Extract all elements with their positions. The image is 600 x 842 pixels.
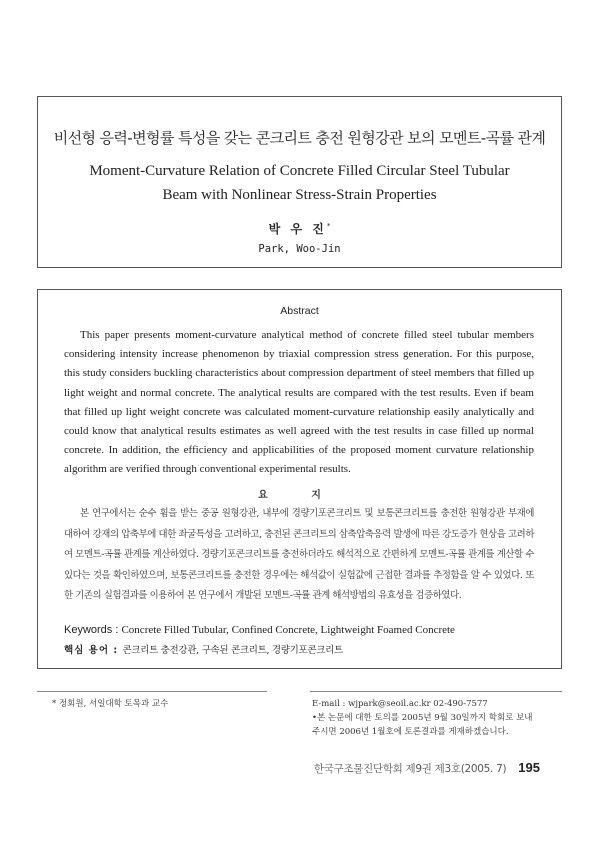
english-title: [38, 159, 561, 207]
author-footnote-mark: *: [326, 222, 331, 230]
korean-keywords-label: 핵심 용어 :: [64, 645, 123, 656]
korean-author: [38, 220, 561, 237]
korean-title: 비선형 응력-변형률 특성을 갖는 콘크리트 충전 원형강관 보의 모멘트-곡률 관계: [53, 129, 546, 147]
english-author: Park, Woo-Jin: [258, 243, 341, 255]
title-box: [37, 96, 562, 268]
journal-citation: 한국구조물진단학회 제9권 제3호(2005. 7): [313, 763, 507, 775]
korean-keywords-row: [64, 642, 343, 656]
english-title-line2: Beam with Nonlinear Stress-Strain Properties: [162, 187, 437, 203]
discussion-notice-line1: •본 논문에 대한 토의를 2005년 9월 30일까지 학회로 보내: [312, 713, 533, 723]
discussion-notice-line2: 주시면 2006년 1월호에 토론결과를 게재하겠습니다.: [312, 727, 509, 737]
email-line: E-mail : wjpark@seoil.ac.kr 02-490-7577: [312, 699, 488, 709]
korean-author-name: 박 우 진: [268, 222, 327, 236]
abstract-body: This paper presents moment-curvature analytical method of concrete filled steel tubular members considering intensity increase phenomenon by triaxial compression stress generation. For this purpose, this study considers buckling characteristics about compression department of steel members that filled up light weight and normal concrete. The analytical results are compared with the test results. Even if beam that filled up light weight concrete was calculated moment-curvature relationship easily analytically and could know that analytical results estimates as well agreed with the test results in case filled up normal concrete. In addition, the efficiency and applicabilities of the proposed moment curvature relationship algorithm are verified through conventional experimental results.: [64, 329, 534, 476]
keywords-row: [64, 623, 455, 636]
korean-keywords-value: 콘크리트 충전강관, 구속된 콘크리트, 경량기포콘크리트: [122, 645, 343, 656]
page-number: 195: [518, 760, 540, 775]
contact-footnote: [312, 697, 562, 739]
english-title-line1: Moment-Curvature Relation of Concrete Filled Circular Steel Tubular: [89, 163, 510, 179]
footnote-divider-right: [310, 691, 562, 692]
korean-abstract-body: 본 연구에서는 순수 휨을 받는 중공 원형강관, 내부에 경량기포콘크리트 및 보통콘크리트를 충전한 원형강관 부재에 대하여 강재의 압축부에 대한 좌굴특성을 고려하고, 충전된 콘크리트의 삼축압축응력 발생에 따른 강도증가 현상을 고려하여 모멘트-곡률 관계를 계산하였다. 경량기포콘크리트를 충전하더라도 해석적으로 간편하게 모멘트-곡률 관계를 계산할 수 있다는 것을 확인하였으며, 보통콘크리트를 충전한 경우에는 해석값이 실험값에 근접한 결과를 추정함을 알 수 있었다. 또한 기존의 실험결과를 이용하여 본 연구에서 개발된 모멘트-곡률 관계 해석방법의 유효성을 검증하였다.: [64, 508, 534, 601]
author-affiliation-footnote: * 정회원, 서일대학 토목과 교수: [52, 699, 169, 709]
footnote-divider-left: [37, 691, 267, 692]
abstract-box: [37, 289, 562, 669]
korean-abstract-heading: 요 지: [258, 490, 341, 501]
keywords-value: Concrete Filled Tubular, Confined Concrete, Lightweight Foamed Concrete: [121, 624, 455, 636]
abstract-heading: Abstract: [280, 305, 319, 317]
page-footer: [314, 760, 540, 776]
keywords-label: Keywords :: [64, 624, 122, 636]
